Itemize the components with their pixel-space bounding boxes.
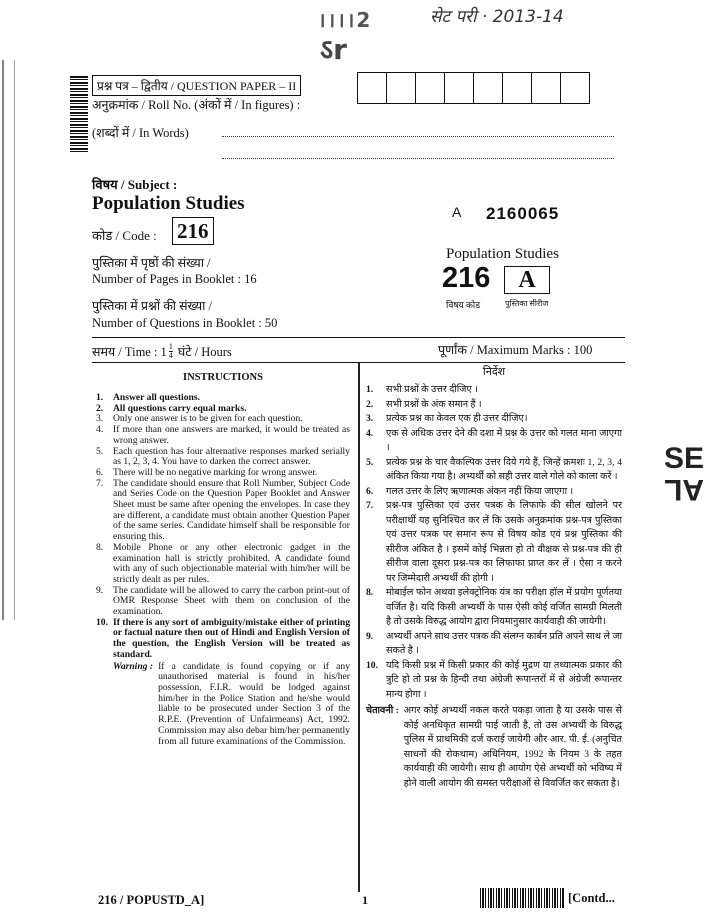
edge-stamp-line-1: SE [664,442,705,475]
instruction-item: 10. If there is any sort of ambiguity/mistake either of printing or factual nature then out of Hindi and English Version of the question, the English Version will be treated as standard. [96,616,350,660]
booklet-number: 2160065 [486,204,560,223]
warning-block [96,662,350,748]
subject-name: Population Studies [92,193,245,214]
hindi-item: 5. प्रत्येक प्रश्न के चार वैकल्पिक उत्तर दिये गये हैं, जिन्हें क्रमशः 1, 2, 3, 4 अंकित किया गया है। अभ्यर्थी को सही उत्तर वाले गोले को काला करें । [366,456,622,482]
left-margin-marks [2,60,15,620]
roll-no-box[interactable] [532,72,561,104]
instructions-list [96,393,350,661]
roll-no-box[interactable] [474,72,503,104]
warning-text: If a candidate is found copying or if any unauthorised material is found in his/her possession, F.I.R. would be lodged against him/her in the Police Station and he/she would liable to be prosecuted under Section 3 of the R.P.E. (Prevention of Unfairmeans) Act, 1992. Commission may also debar him/her permanently from all future examinations of the Commission. [158,660,350,747]
code-caption: विषय कोड [446,300,481,310]
roll-no-box[interactable] [445,72,474,104]
paper-label-box [92,75,301,96]
english-instructions [96,372,350,747]
hindi-item: 10. यदि किसी प्रश्न में किसी प्रकार की कोई मुद्रण या तथ्यात्मक प्रकार की त्रुटि हो तो प्रश्न के हिन्दी तथा अंग्रेजी रूपान्तरों में से अंग्रेजी रूपान्तर मान्य होगा । [366,659,622,700]
hindi-item: 8. मोबाईल फोन अथवा इलेक्ट्रोनिक यंत्र का परीक्षा हॉल में प्रयोग पूर्णतया वर्जित है। यदि किसी अभ्यर्थी के पास ऐसी कोई वर्जित सामग्री मिलती है तो उसके विरुद्ध आयोग द्वारा नियमानुसार कार्यवाही की जायेगी। [366,587,622,627]
hindi-title: निर्देश [482,366,506,378]
warning-label: Warning : [113,660,154,672]
hindi-item: 1. सभी प्रश्नों के उत्तर दीजिए । [366,384,478,395]
instruction-item: 7. The candidate should ensure that Roll Number, Subject Code and Series Code on the Question Paper Booklet and Answer Sheet must be same after opening the envelopes. In case they are different, a candidate must obtain another Question Paper of the same series. Candidate himself shall be responsible for ensuring this. [96,477,350,543]
time-suffix: घंटे / Hours [177,345,232,359]
code-value: 216 [172,217,214,245]
paper-label: प्रश्न पत्र – द्वितीय / QUESTION PAPER – II [97,79,297,93]
questions-english: Number of Questions in Booklet : 50 [92,316,278,330]
instruction-item: 8. Mobile Phone or any other electronic gadget in the examination hall is strictly prohibited. A candidate found with any of such objectionable material with him/her will be strictly dealt as per rules. [96,541,350,585]
page-number: 1 [362,893,368,907]
hindi-item: 9. अभ्यर्थी अपने साथ उत्तर पत्रक की संलग्न कार्बन प्रति अपने साथ ले जा सकते है । [366,630,622,656]
words-label: (शब्दों में / In Words) [92,126,189,140]
instruction-item: 9. The candidate will be allowed to carry the carbon print-out of OMR Response Sheet with them on conclusion of the examination. [96,584,350,618]
column-divider [358,362,360,892]
series-letter: A [452,204,462,220]
questions-hindi: पुस्तिका में प्रश्नों की संख्या / [92,299,213,313]
series-code: 216 [442,262,491,294]
roll-no-box[interactable] [387,72,416,104]
time-bar-top-rule [92,337,625,338]
roll-no-boxes[interactable] [357,72,590,104]
handwritten-note: सेट परी · 2013-14 [430,7,564,27]
hindi-warning-block [366,704,622,791]
hindi-instructions-list [366,383,622,702]
hindi-warning-label: चेतावनी : [366,705,399,716]
hindi-item: 7. प्रश्न-पत्र पुस्तिका एवं उत्तर पत्रक के लिफाफे की सील खोलने पर परीक्षार्थी यह सुनिश्चित कर लें कि उसके अनुक्रमांक प्रश्न-पत्र पुस्तिका एवं उत्तर पत्रक पर समान रूप से विषय कोड एवं प्रश्न पुस्तिका की सीरीज अंकित है । इसमें कोई भिन्नता हो तो वीक्षक से प्रश्न-पत्र की ही सीरीज वाला दूसरा प्रश्न-पत्र का लिफाफा प्राप्त कर लें । ऐसा न करने पर जिम्मेदारी अभ्यर्थी की होगी । [366,500,622,584]
instruction-item: 3. Only one answer is to be given for each question. [96,413,303,425]
subject-label: विषय / Subject : [92,177,178,192]
pages-english: Number of Pages in Booklet : 16 [92,272,257,286]
time-fraction [169,343,173,360]
hindi-item: 3. प्रत्येक प्रश्न का केवल एक ही उत्तर दीजिए। [366,413,528,424]
footer-barcode [480,888,564,908]
contd-label: [Contd... [568,891,615,905]
hindi-item: 4. एक से अधिक उत्तर देने की दशा में प्रश्न के उत्तर को गलत माना जाएगा । [366,427,622,453]
maximum-marks: पूर्णांक / Maximum Marks : 100 [438,343,593,357]
roll-no-box[interactable] [503,72,532,104]
top-stamp-2: ऽr [320,33,347,66]
series-box: A [504,266,550,294]
instruction-item: 1. Answer all questions. [96,392,200,403]
hindi-warning-text: अगर कोई अभ्यर्थी नकल करते पकड़ा जाता है या उसके पास से कोई अनधिकृत सामग्री पाई जाती है, तो उस अभ्यर्थी के विरुद्ध पुलिस में प्राथमिकी दर्ज कराई जायेगी और आर. पी. ई. (अनुचित साधनों की रोकथाम) अधिनियम, 1992 के नियम 3 के तहत कार्यवाही की जायेगी। साथ ही आयोग ऐसे अभ्यर्थी को भविष्य में होने वाली आयोग की समस्त परीक्षाओं से विवर्जित कर सकता है। [403,705,622,789]
roll-no-label: अनुक्रमांक / Roll No. (अंकों में / In figures) : [92,98,301,112]
footer-code: 216 / POPUSTD_A] [98,893,205,907]
instruction-item: 5. Each question has four alternative responses marked serially as 1, 2, 3, 4. You have to darken the correct answer. [96,445,350,468]
code-label: कोड / Code : [92,228,157,243]
roll-no-box[interactable] [561,72,590,104]
edge-stamp [664,444,704,504]
words-line-2[interactable] [222,158,614,159]
pages-hindi: पुस्तिका में पृष्ठों की संख्या / [92,256,211,270]
instruction-item: 4. If more than one answers are marked, it would be treated as wrong answer. [96,424,350,446]
hindi-item: 6. गलत उत्तर के लिए ऋणात्मक अंकन नहीं किया जाएगा । [366,485,574,497]
roll-no-box[interactable] [416,72,445,104]
fraction-denominator: 4 [168,351,173,360]
side-barcode [70,74,88,152]
instructions-title: INSTRUCTIONS [183,372,263,383]
time-label [92,343,232,360]
words-line-1[interactable] [222,136,614,137]
top-stamp: ।।।।2 [318,8,373,32]
series-subject-name: Population Studies [446,246,559,262]
fraction-numerator: 1 [168,342,173,351]
instruction-item: 2. All questions carry equal marks. [96,402,247,414]
time-prefix: समय / Time : 1 [92,345,167,359]
hindi-instructions [366,364,622,791]
series-caption: पुस्तिका सीरीज [505,299,549,308]
hindi-item: 2. सभी प्रश्नों के अंक समान हैं । [366,398,482,410]
instruction-item: 6. There will be no negative marking for wrong answer. [96,466,318,478]
roll-no-box[interactable] [357,72,387,104]
edge-stamp-line-2: AL [664,473,704,506]
